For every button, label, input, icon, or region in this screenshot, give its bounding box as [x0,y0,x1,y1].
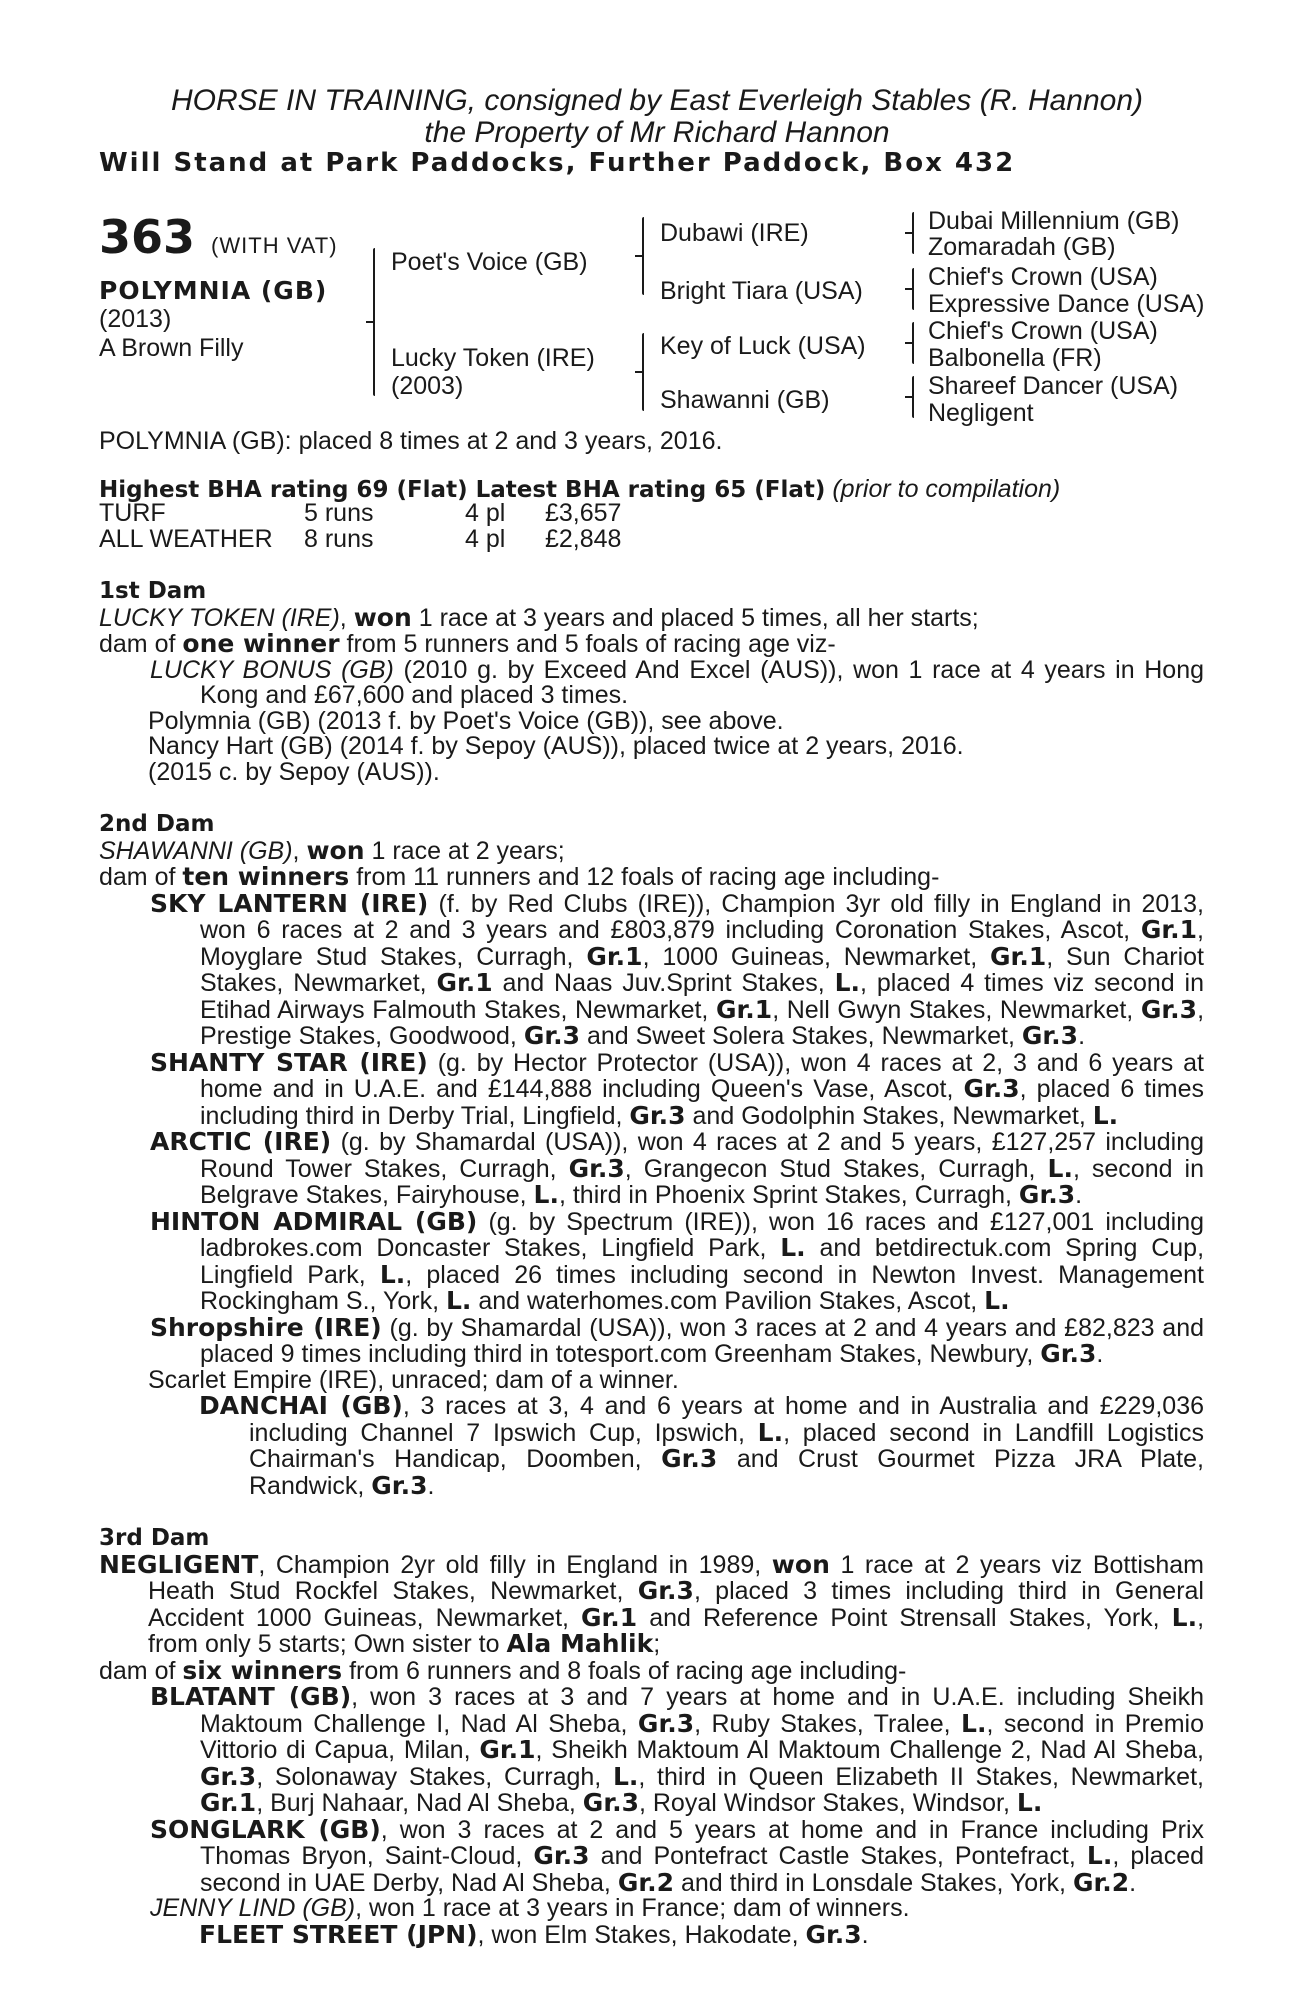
pedigree-dam-year: (2003) [391,372,464,400]
record-earnings: £2,848 [545,525,622,553]
pedigree-brace-g3c [912,322,914,364]
pedigree-gen3-6: Balbonella (FR) [928,344,1102,372]
rating-text: Highest BHA rating 69 (Flat) Latest BHA rating 65 (Flat) [99,477,826,503]
record-row [99,500,621,526]
produce-entry: LUCKY BONUS (GB) (2010 g. by Exceed And Excel (AUS)), won 1 race at 4 years in Hong Kong and £67,600 and placed 3 times. [150,655,1205,709]
pedigree-sire: Poet's Voice (GB) [391,248,588,276]
produce-entry: SONGLARK (GB), won 3 races at 2 and 5 years at home and in France including Prix Thomas Bryon, Saint-Cloud, Gr.3 and Pontefract Castle Stakes, Pontefract, L., placed second in UAE Derby, Nad Al Sheba, Gr.2 and third in Lonsdale Stakes, York, Gr.2. [150,1814,1205,1897]
race-record-table [99,500,621,552]
horse-description: A Brown Filly [99,334,244,362]
produce-entry: BLATANT (GB), won 3 races at 3 and 7 years at home and in U.A.E. including Sheikh Maktoum Challenge I, Nad Al Sheba, Gr.3, Ruby Stakes, Tralee, L., second in Premio Vittorio di Capua, Milan, Gr.1, Sheikh Maktoum Al Maktoum Challenge 2, Nad Al Sheba, Gr.3, Solonaway Stakes, Curragh, L., third in Queen Elizabeth II Stakes, Newmarket, Gr.1, Burj Nahaar, Nad Al Sheba, Gr.3, Royal Windsor Stakes, Windsor, L. [150,1682,1204,1817]
pedigree-gen3-3: Chief's Crown (USA) [928,263,1158,291]
second-dam-produce-summary: dam of ten winners from 11 runners and 12 foals of racing age including- [99,862,940,891]
race-summary: POLYMNIA (GB): placed 8 times at 2 and 3 years, 2016. [99,427,723,455]
pedigree-gen3-2: Zomaradah (GB) [928,233,1116,261]
pedigree-brace-g3a [912,212,914,254]
record-runs: 8 runs [304,525,374,553]
produce-entry: Polymnia (GB) (2013 f. by Poet's Voice (GB)), see above. [148,706,784,735]
record-row [99,526,621,552]
produce-entry: SKY LANTERN (IRE) (f. by Red Clubs (IRE)), Champion 3yr old filly in England in 2013, won 6 races at 2 and 3 years and £803,879 including Coronation Stakes, Ascot, Gr.1, Moyglare Stud Stakes, Curragh, Gr.1, 1000 Guineas, Newmarket, Gr.1, Sun Chariot Stakes, Newmarket, Gr.1 and Naas Juv.Sprint Stakes, L., placed 4 times viz second in Etihad Airways Falmouth Stakes, Newmarket, Gr.1, Nell Gwyn Stakes, Newmarket, Gr.3, Prestige Stakes, Goodwood, Gr.3 and Sweet Solera Stakes, Newmarket, Gr.3. [150,888,1205,1050]
pedigree-sire-dam: Bright Tiara (USA) [660,277,863,305]
pedigree-gen3-8: Negligent [928,399,1034,427]
first-dam-entry: LUCKY TOKEN (IRE), won 1 race at 3 years and placed 5 times, all her starts; [99,602,979,632]
pedigree-brace-sire [642,217,644,295]
pedigree-gen3-5: Chief's Crown (USA) [928,317,1158,345]
pedigree-brace-gen1 [373,248,375,396]
vat-note: (WITH VAT) [211,233,338,258]
record-runs: 5 runs [304,499,374,527]
produce-entry: SHANTY STAR (IRE) (g. by Hector Protector (USA)), won 4 races at 2, 3 and 6 years at home and in U.A.E. and £144,888 including Queen's Vase, Ascot, Gr.3, placed 6 times including third in Derby Trial, Lingfield, Gr.3 and Godolphin Stakes, Newmarket, L. [150,1047,1205,1130]
produce-entry: DANCHAI (GB), 3 races at 3, 4 and 6 years at home and in Australia and £229,036 including Channel 7 Ipswich Cup, Ipswich, L., placed second in Landfill Logistics Chairman's Handicap, Doomben, Gr.3 and Crust Gourmet Pizza JRA Plate, Randwick, Gr.3. [199,1391,1204,1500]
third-dam-produce-summary: dam of six winners from 6 runners and 8 foals of racing age including- [99,1655,907,1685]
pedigree-dam-dam: Shawanni (GB) [660,386,830,414]
record-placed: 4 pl [465,525,506,553]
record-surface: ALL WEATHER [99,525,273,553]
pedigree-brace-g3d [912,376,914,418]
pedigree-gen3-4: Expressive Dance (USA) [928,290,1205,318]
produce-entry: Scarlet Empire (IRE), unraced; dam of a winner. [148,1365,679,1394]
pedigree-sire-sire: Dubawi (IRE) [660,219,809,247]
pedigree-dam-sire: Key of Luck (USA) [660,332,866,360]
consignor-line: HORSE IN TRAINING, consigned by East Everleigh Stables (R. Hannon) [170,84,1144,117]
record-earnings: £3,657 [545,499,622,527]
first-dam-heading: 1st Dam [99,578,207,604]
first-dam-produce-summary: dam of one winner from 5 runners and 5 foals of racing age viz- [99,629,836,658]
foaling-year: (2013) [99,305,172,333]
produce-record [99,579,1204,1948]
second-dam-heading: 2nd Dam [99,811,215,837]
record-surface: TURF [99,499,166,527]
third-dam-heading: 3rd Dam [99,1525,210,1551]
produce-entry: (2015 c. by Sepoy (AUS)). [148,757,440,786]
record-placed: 4 pl [465,499,506,527]
pedigree-dam: Lucky Token (IRE) [391,344,595,372]
pedigree-brace-g3b [912,268,914,310]
produce-entry: HINTON ADMIRAL (GB) (g. by Spectrum (IRE)), won 16 races and £127,001 including ladbrokes.com Doncaster Stakes, Lingfield Park, L. and betdirectuk.com Spring Cup, Lingfield Park, L., placed 26 times including second in Newton Invest. Management Rockingham S., York, L. and waterhomes.com Pavilion Stakes, Ascot, L. [150,1206,1205,1315]
pedigree-brace-dam [642,333,644,411]
location-line: Will Stand at Park Paddocks, Further Paddock, Box 432 [99,148,1016,178]
rating-note: (prior to compilation) [832,475,1061,503]
horse-name: POLYMNIA (GB) [99,276,328,305]
produce-entry: FLEET STREET (JPN), won Elm Stakes, Hakodate, Gr.3. [199,1919,869,1949]
produce-entry: JENNY LIND (GB), won 1 race at 3 years in France; dam of winners. [150,1894,910,1922]
third-dam-entry: NEGLIGENT, Champion 2yr old filly in England in 1989, won 1 race at 2 years viz Bottisham Heath Stud Rockfel Stakes, Newmarket, Gr.3, placed 3 times including third in General Accident 1000 Guineas, Newmarket, Gr.1 and Reference Point Strensall Stakes, York, L., from only 5 starts; Own sister to Ala Mahlik; [99,1549,1205,1658]
pedigree-gen3-7: Shareef Dancer (USA) [928,372,1179,400]
lot-number: 363 (WITH VAT) [99,210,338,264]
pedigree-gen3-1: Dubai Millennium (GB) [928,207,1180,235]
produce-entry: Nancy Hart (GB) (2014 f. by Sepoy (AUS)), placed twice at 2 years, 2016. [148,732,964,760]
produce-entry: ARCTIC (IRE) (g. by Shamardal (USA)), won 4 races at 2 and 5 years, £127,257 including Round Tower Stakes, Curragh, Gr.3, Grangecon Stud Stakes, Curragh, L., second in Belgrave Stakes, Fairyhouse, L., third in Phoenix Sprint Stakes, Curragh, Gr.3. [150,1127,1204,1209]
owner-line: the Property of Mr Richard Hannon [424,116,890,149]
second-dam-entry: SHAWANNI (GB), won 1 race at 2 years; [99,835,565,865]
produce-entry: Shropshire (IRE) (g. by Shamardal (USA)), won 3 races at 2 and 4 years and £82,823 and placed 9 times including third in totesport.com Greenham Stakes, Newbury, Gr.3. [150,1312,1205,1368]
